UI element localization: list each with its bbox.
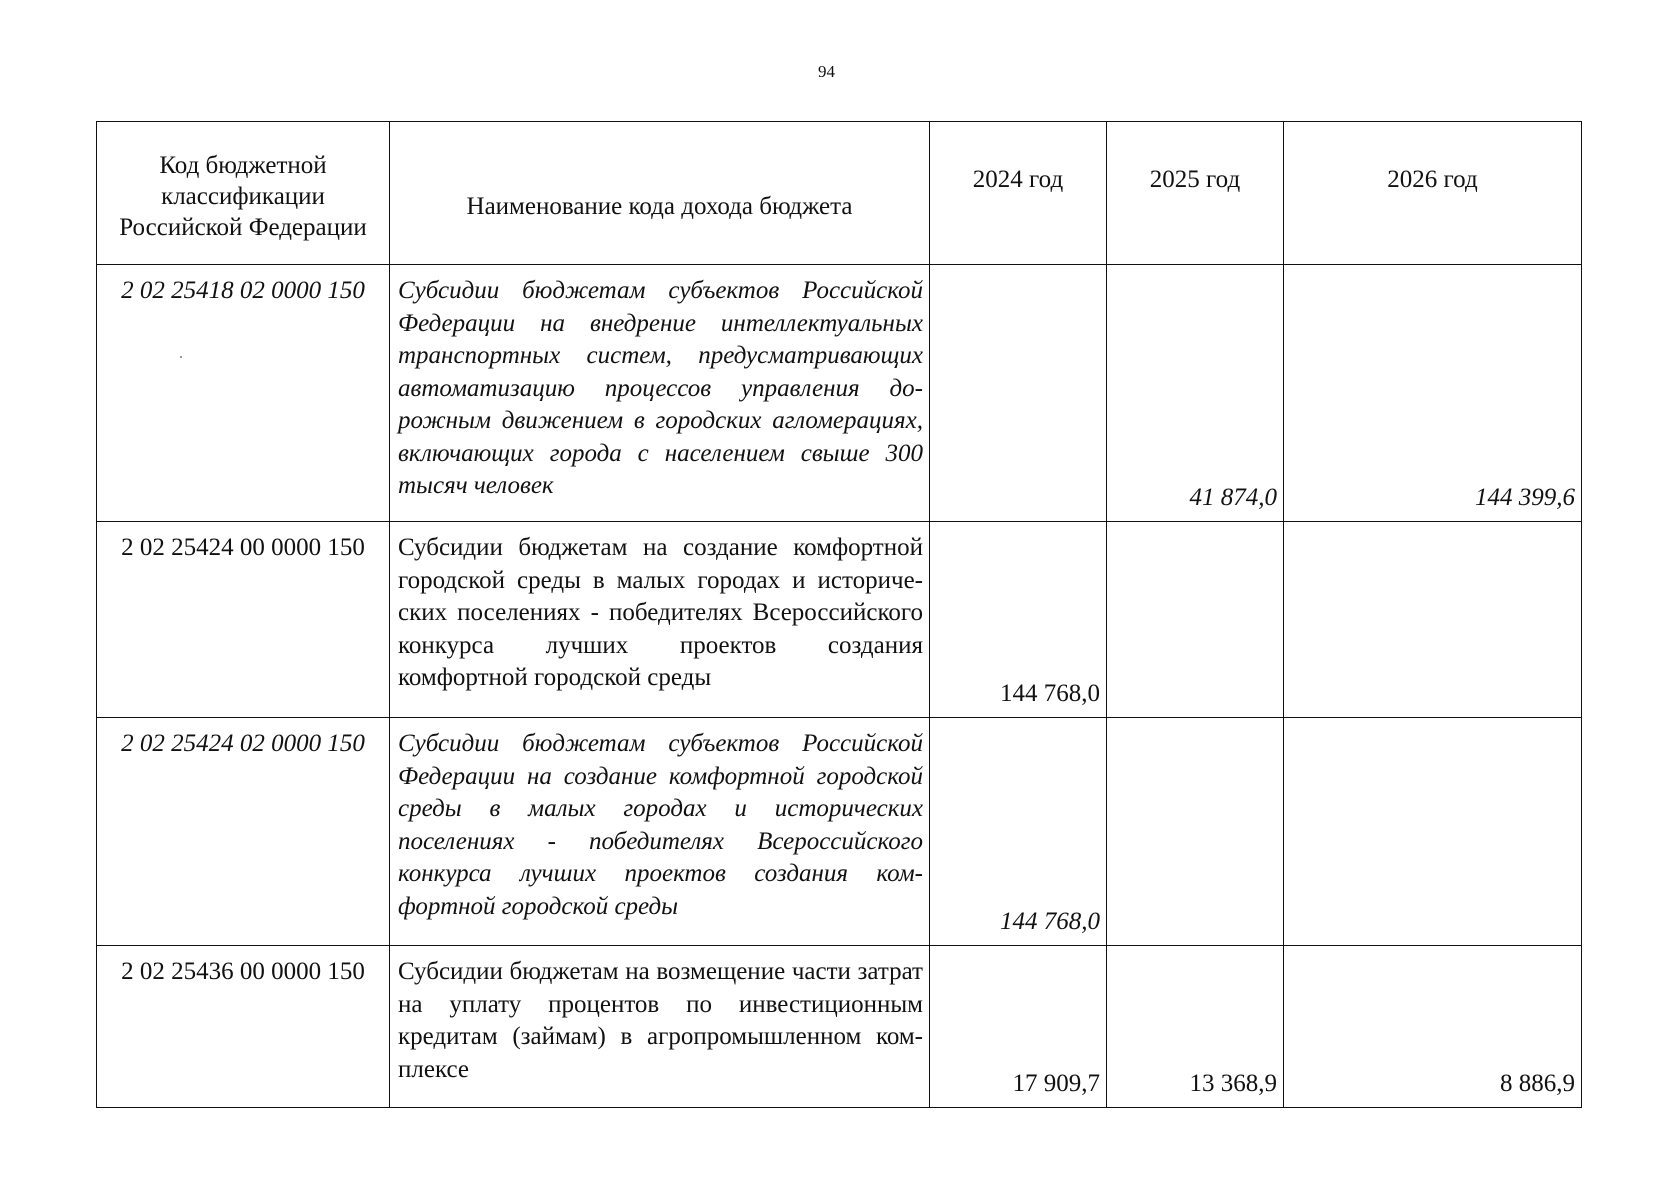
header-2026: 2026 год <box>1284 122 1582 265</box>
header-2024: 2024 год <box>930 122 1107 265</box>
code-cell: 2 02 25424 00 0000 150 <box>97 522 390 718</box>
budget-revenue-table <box>96 121 1582 1108</box>
amount-2025-cell: 41 874,0 <box>1107 265 1284 522</box>
name-cell: Субсидии бюджетам субъектов Российской Федерации на создание комфортной городской среды в малых городах и исторических поселениях - победителях Всероссийского конкурса лучших проектов создания комфортной городской среды <box>390 718 930 946</box>
amount-2025-cell <box>1107 718 1284 946</box>
code-cell: 2 02 25436 00 0000 150 <box>97 946 390 1108</box>
name-cell: Субсидии бюджетам субъектов Российской Федерации на внедрение интеллектуальных транспортных систем, предусматривающих автоматизацию процессов управления дорожным движением в городских агломерациях, включающих города с населением свыше 300 тысяч человек <box>390 265 930 522</box>
amount-2026-cell: 144 399,6 <box>1284 265 1582 522</box>
name-cell: Субсидии бюджетам на создание комфортной городской среды в малых городах и исторических поселениях - победителях Всероссийского конкурса лучших проектов создания комфортной городской среды <box>390 522 930 718</box>
amount-2025-cell <box>1107 522 1284 718</box>
table-row <box>97 946 1582 1108</box>
amount-2024-cell: 144 768,0 <box>930 522 1107 718</box>
page-number: 94 <box>818 62 835 81</box>
table-row <box>97 718 1582 946</box>
amount-2026-cell <box>1284 522 1582 718</box>
code-cell: 2 02 25424 02 0000 150 <box>97 718 390 946</box>
amount-2024-cell <box>930 265 1107 522</box>
amount-2024-cell: 17 909,7 <box>930 946 1107 1108</box>
table-row <box>97 522 1582 718</box>
header-name: Наименование кода дохода бюджета <box>390 122 930 265</box>
table-row <box>97 265 1582 522</box>
header-2025: 2025 год <box>1107 122 1284 265</box>
code-cell: 2 02 25418 02 0000 150 <box>97 265 390 522</box>
amount-2025-cell: 13 368,9 <box>1107 946 1284 1108</box>
name-cell: Субсидии бюджетам на возмещение части затрат на уплату процентов по инвестиционным кредитам (займам) в агропромышленном комплексе <box>390 946 930 1108</box>
table-header-row <box>97 122 1582 265</box>
amount-2026-cell <box>1284 718 1582 946</box>
amount-2026-cell: 8 886,9 <box>1284 946 1582 1108</box>
amount-2024-cell: 144 768,0 <box>930 718 1107 946</box>
header-code: Код бюджетной классификации Российской Федерации <box>97 122 390 265</box>
